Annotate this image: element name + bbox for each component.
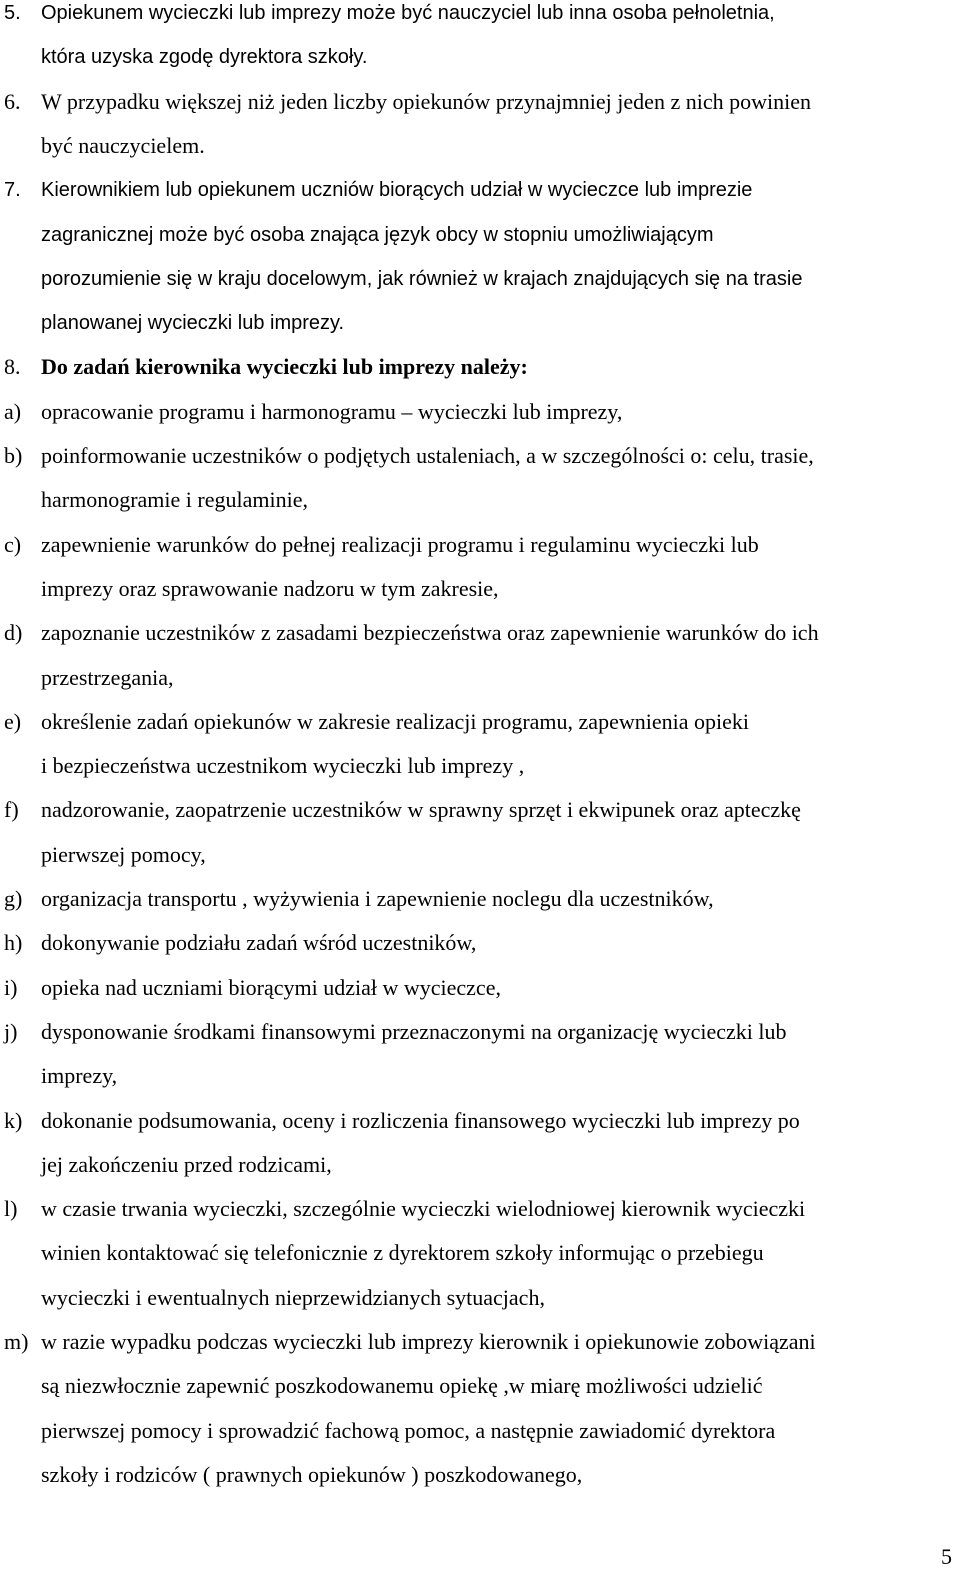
item-marker: a)	[4, 398, 22, 424]
item-marker: g)	[4, 886, 23, 911]
item-text-line: dokonywanie podziału zadań wśród uczestników,	[41, 930, 477, 956]
item-text-line: zapoznanie uczestników z zasadami bezpieczeństwa oraz zapewnienie warunków do ich	[41, 620, 819, 646]
item-marker: 8.	[4, 354, 21, 380]
item-text-line: są niezwłocznie zapewnić poszkodowanemu opiekę ,w miarę możliwości udzielić	[41, 1373, 763, 1399]
item-text-line: planowanej wycieczki lub imprezy.	[41, 312, 345, 335]
item-marker: m)	[4, 1329, 29, 1354]
item-text-line: opracowanie programu i harmonogramu – wycieczki lub imprezy,	[41, 398, 623, 424]
item-text-line: W przypadku większej niż jeden liczby opiekunów przynajmniej jeden z nich powinien	[41, 88, 811, 114]
item-text-line: harmonogramie i regulaminie,	[41, 487, 308, 513]
item-marker: e)	[4, 708, 22, 734]
item-text-line: i bezpieczeństwa uczestnikom wycieczki lub imprezy ,	[41, 753, 525, 779]
item-marker: b)	[4, 443, 23, 468]
item-text-line: imprezy oraz sprawowanie nadzoru w tym zakresie,	[41, 575, 499, 601]
item-text-line: pierwszej pomocy,	[41, 841, 206, 867]
item-text-line: określenie zadań opiekunów w zakresie realizacji programu, zapewnienia opieki	[41, 708, 749, 734]
item-text-line: w razie wypadku podczas wycieczki lub imprezy kierownik i opiekunowie zobowiązani	[41, 1329, 816, 1354]
item-marker: i)	[4, 974, 18, 1000]
item-text-line: jej zakończeniu przed rodzicami,	[41, 1151, 332, 1177]
item-marker: 7.	[4, 179, 21, 202]
item-text-line: przestrzegania,	[41, 664, 174, 690]
item-marker: d)	[4, 620, 23, 646]
item-text-line: zagranicznej może być osoba znająca język obcy w stopniu umożliwiającym	[41, 223, 714, 246]
item-text-line: organizacja transportu , wyżywienia i zapewnienie noclegu dla uczestników,	[41, 886, 714, 911]
item-text-line: Opiekunem wycieczki lub imprezy może być nauczyciel lub inna osoba pełnoletnia,	[41, 2, 775, 24]
item-text-line: dysponowanie środkami finansowymi przeznaczonymi na organizację wycieczki lub	[41, 1018, 787, 1044]
item-text-line: zapewnienie warunków do pełnej realizacji programu i regulaminu wycieczki lub	[41, 531, 759, 557]
item-text-line: Do zadań kierownika wycieczki lub imprezy należy:	[41, 354, 528, 380]
item-marker: f)	[4, 797, 19, 823]
item-text-line: być nauczycielem.	[41, 132, 205, 158]
item-text-line: która uzyska zgodę dyrektora szkoły.	[41, 46, 368, 69]
item-marker: 5.	[4, 2, 21, 24]
item-text-line: winien kontaktować się telefonicznie z dyrektorem szkoły informując o przebiegu	[41, 1240, 764, 1266]
item-text-line: imprezy,	[41, 1063, 118, 1089]
item-text-line: poinformowanie uczestników o podjętych ustaleniach, a w szczególności o: celu, trasie,	[41, 443, 814, 468]
item-text-line: porozumienie się w kraju docelowym, jak również w krajach znajdujących się na trasie	[41, 267, 803, 290]
item-text-line: opieka nad uczniami biorącymi udział w wycieczce,	[41, 974, 501, 1000]
item-text-line: szkoły i rodziców ( prawnych opiekunów ) poszkodowanego,	[41, 1461, 583, 1487]
item-marker: h)	[4, 930, 23, 956]
item-marker: k)	[4, 1107, 23, 1133]
item-text-line: pierwszej pomocy i sprowadzić fachową pomoc, a następnie zawiadomić dyrektora	[41, 1417, 776, 1443]
item-text-line: Kierownikiem lub opiekunem uczniów biorących udział w wycieczce lub imprezie	[41, 179, 753, 202]
item-marker: c)	[4, 531, 22, 557]
item-text-line: wycieczki i ewentualnych nieprzewidzianych sytuacjach,	[41, 1284, 545, 1310]
item-text-line: dokonanie podsumowania, oceny i rozliczenia finansowego wycieczki lub imprezy po	[41, 1107, 800, 1133]
item-marker: j)	[4, 1018, 18, 1044]
item-text-line: w czasie trwania wycieczki, szczególnie wycieczki wielodniowej kierownik wycieczki	[41, 1196, 806, 1222]
item-text-line: nadzorowanie, zaopatrzenie uczestników w sprawny sprzęt i ekwipunek oraz apteczkę	[41, 797, 801, 823]
item-marker: 6.	[4, 88, 21, 114]
item-marker: l)	[4, 1196, 18, 1222]
page-number: 5	[941, 1544, 952, 1569]
